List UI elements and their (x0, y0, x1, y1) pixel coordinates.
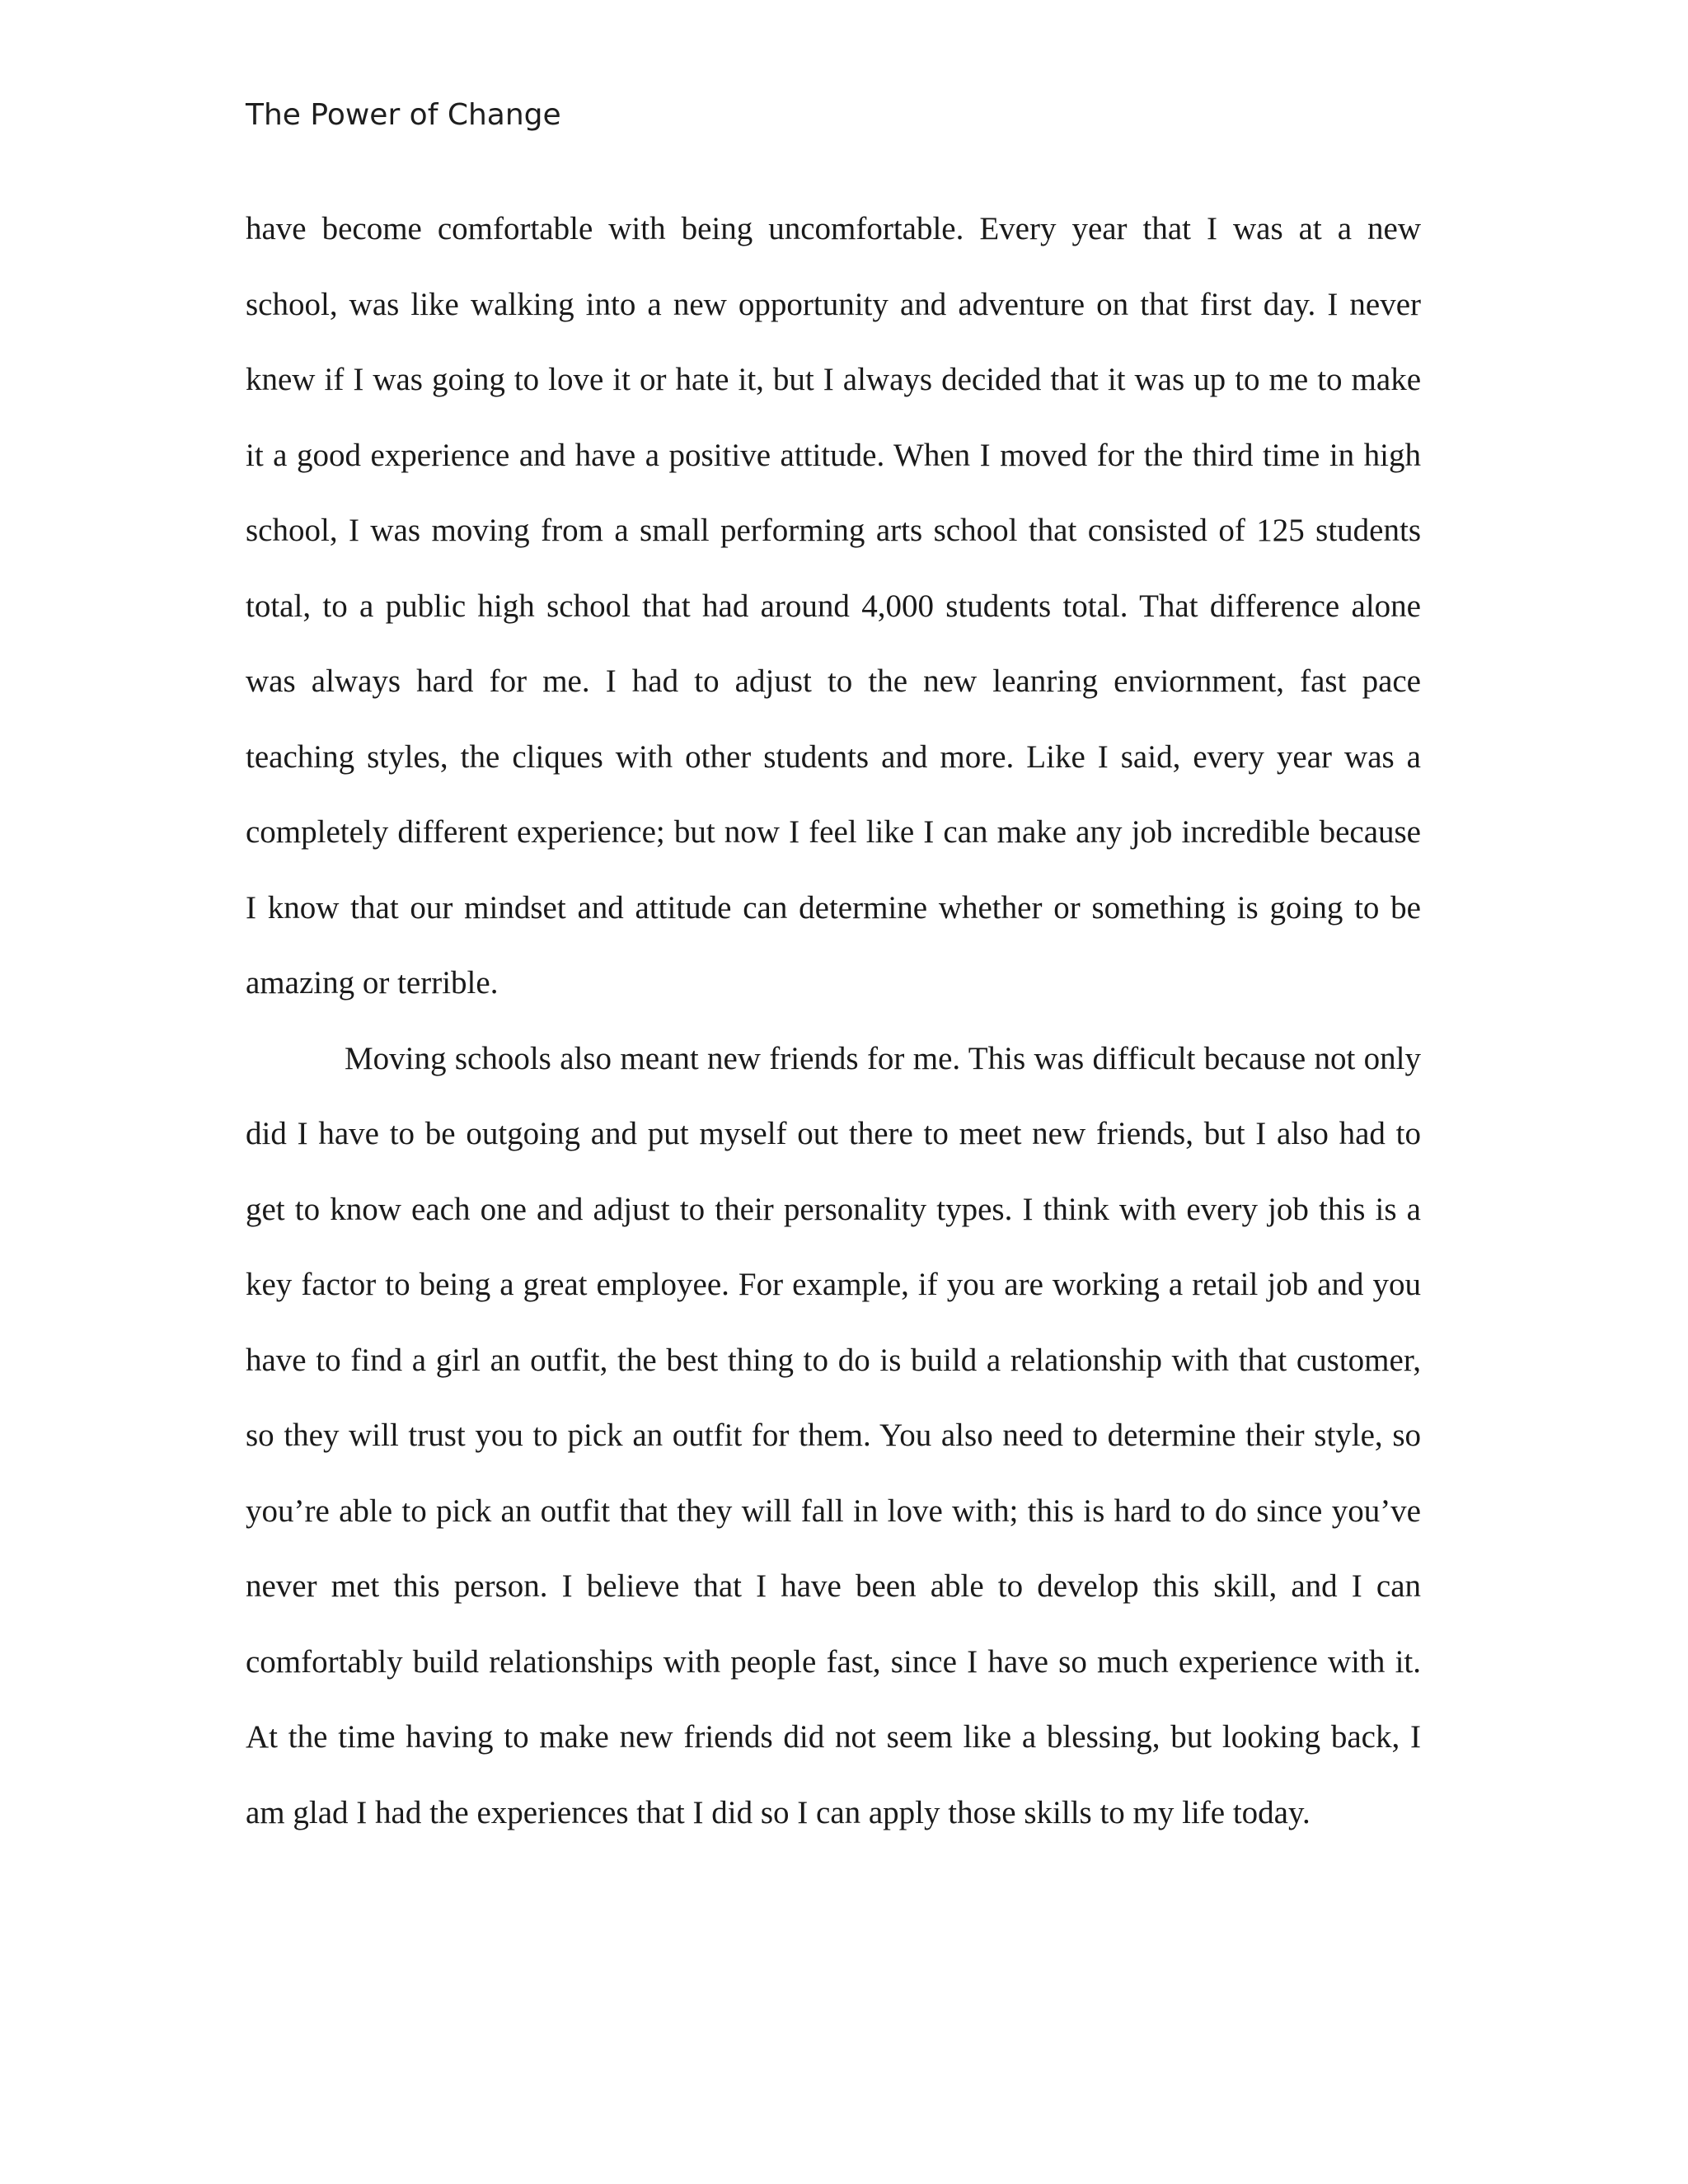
running-header: The Power of Change (246, 98, 561, 132)
paragraph-continued: have become comfortable with being uncomfortable. Every year that I was at a new school, was like walking into a new opportunity and adventure on that first day. I never knew if I was going to love it or hate it, but I always decided that it was up to me to make it a good experience and have a positive attitude. When I moved for the third time in high school, I was moving from a small performing arts school that consisted of 125 students total, to a public high school that had around 4,000 students total. That difference alone was always hard for me. I had to adjust to the new leanring enviornment, fast pace teaching styles, the cliques with other students and more. Like I said, every year was a completely different experience; but now I feel like I can make any job incredible because I know that our mindset and attitude can determine whether or something is going to be amazing or terrible. (246, 211, 1421, 1001)
document-body (246, 191, 1421, 1850)
paragraph-moving-schools: Moving schools also meant new friends for me. This was difficult because not only did I have to be outgoing and put myself out there to meet new friends, but I also had to get to know each one and adjust to their personality types. I think with every job this is a key factor to being a great employee. For example, if you are working a retail job and you have to find a girl an outfit, the best thing to do is build a relationship with that customer, so they will trust you to pick an outfit for them. You also need to determine their style, so you’re able to pick an outfit that they will fall in love with; this is hard to do since you’ve never met this person. I believe that I have been able to develop this skill, and I can comfortably build relationships with people fast, since I have so much experience with it. At the time having to make new friends did not seem like a blessing, but looking back, I am glad I had the experiences that I did so I can apply those skills to my life today. (246, 1040, 1421, 1830)
